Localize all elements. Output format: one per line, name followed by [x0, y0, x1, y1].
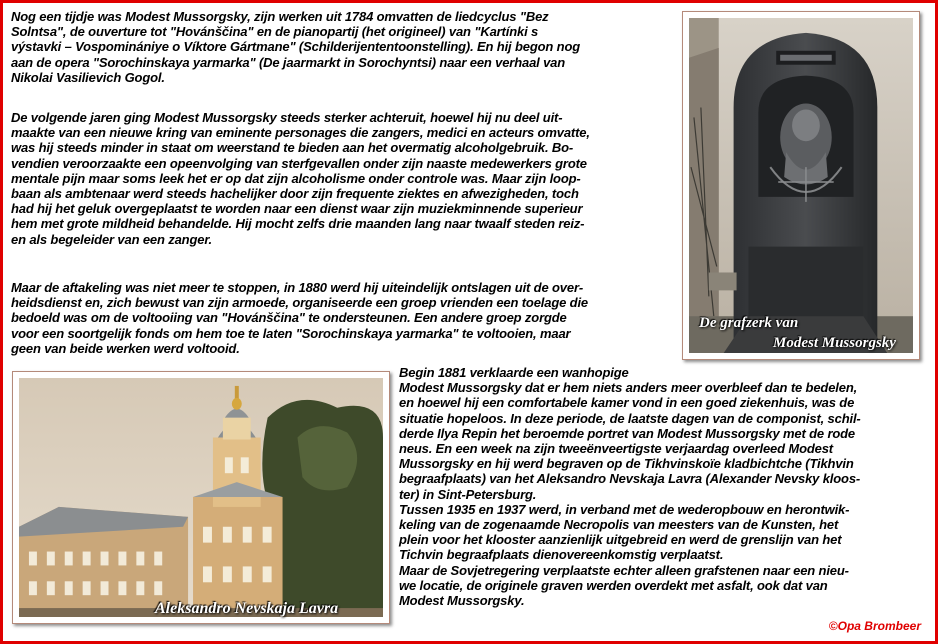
grave-photo [682, 11, 920, 360]
grave-caption-line-1: De grafzerk van [699, 315, 799, 331]
lavra-photo [12, 371, 390, 624]
monastery-illustration [19, 378, 383, 617]
grave-illustration [689, 18, 913, 353]
paragraph-2: De volgende jaren ging Modest Mussorgsky steeds sterker achteruit, hoewel hij nu deel uit- maakte van een nieuwe kring van eminente personages die zangers, medici en acteurs omvatte, was hij steeds minder in staat om weerstand te bieden aan het overmatig alcoholgebruik. Bo- vendien veroorzaakte een opeenvolging van sterfgevallen onder zijn naaste medewerkers grote mentale pijn maar soms leek het er op dat zijn alcoholisme onder controle was. Maar zijn loop- baan als ambtenaar werd steeds hachelijker door zijn frequente ziektes en afwezigheden, toch had hij het geluk overgeplaatst te worden naar een dienst waar zijn muziekminnende superieur hem met grote mildheid behandelde. Hij mocht zelfs drie maanden lang naar twaalf steden reiz- en als begeleider van een zanger. [11, 110, 590, 247]
lavra-caption: Aleksandro Nevskaja Lavra [155, 600, 339, 617]
paragraph-4: Begin 1881 verklaarde een wanhopige Modest Mussorgsky dat er hem niets anders meer overbleef dan te bedelen, en hoewel hij een comfortabele kamer vond in een goed ziekenhuis, was de situatie hopeloos. In deze periode, de laatste dagen van de componist, schil- derde Ilya Repin het beroemde portret van Modest Mussorgsky met de rode neus. En een week na zijn tweeënveertigste verjaardag overleed Modest Mussorgsky en hij werd begraven op de Tikhvinskoïe kladbichtche (Tikhvin begraafplaats) van het Aleksandro Nevskaja Lavra (Alexander Nevsky kloos- ter) in Sint-Petersburg. Tussen 1935 en 1937 werd, in verband met de wederopbouw en herontwik- keling van de zogenaamde Necropolis van meesters van de Kunsten, het plein voor het klooster aanzienlijk uitgebreid en werd de grenslijn van het Tichvin begraafplaats dienovereenkomstig verplaatst. Maar de Sovjetregering verplaatste echter alleen grafstenen naar een nieu- we locatie, de originele graven werden overdekt met asfalt, ook dat van Modest Mussorgsky. [399, 365, 861, 609]
grave-caption-line-2: Modest Mussorgsky [773, 335, 896, 351]
paragraph-3: Maar de aftakeling was niet meer te stoppen, in 1880 werd hij uiteindelijk ontslagen uit de over- heidsdienst en, zich bewust van zijn armoede, organiseerde een groep vrienden een toelage die bedoeld was om de voltooiing van "Hovánščina" te ondersteunen. Een andere groep zorgde voor een soortgelijk fonds om hem toe te laten "Sorochinskaya yarmarka" te voltooien, maar geen van beide werken werd voltooid. [11, 280, 588, 356]
paragraph-1: Nog een tijdje was Modest Mussorgsky, zijn werken uit 1784 omvatten de liedcyclus "Bez Solntsa", de ouverture tot "Hovánščina" en de pianopartij (het origineel) van "Kartínki s výstavki – Vospominániye o Víktore Gártmane" (Schilderijententoonstelling). En hij begon nog aan de opera "Sorochinskaya yarmarka" (De jaarmarkt in Sorochyntsi) naar een verhaal van Nikolai Vasilievich Gogol. [11, 9, 581, 85]
copyright-credit: ©Opa Brombeer [828, 619, 921, 633]
